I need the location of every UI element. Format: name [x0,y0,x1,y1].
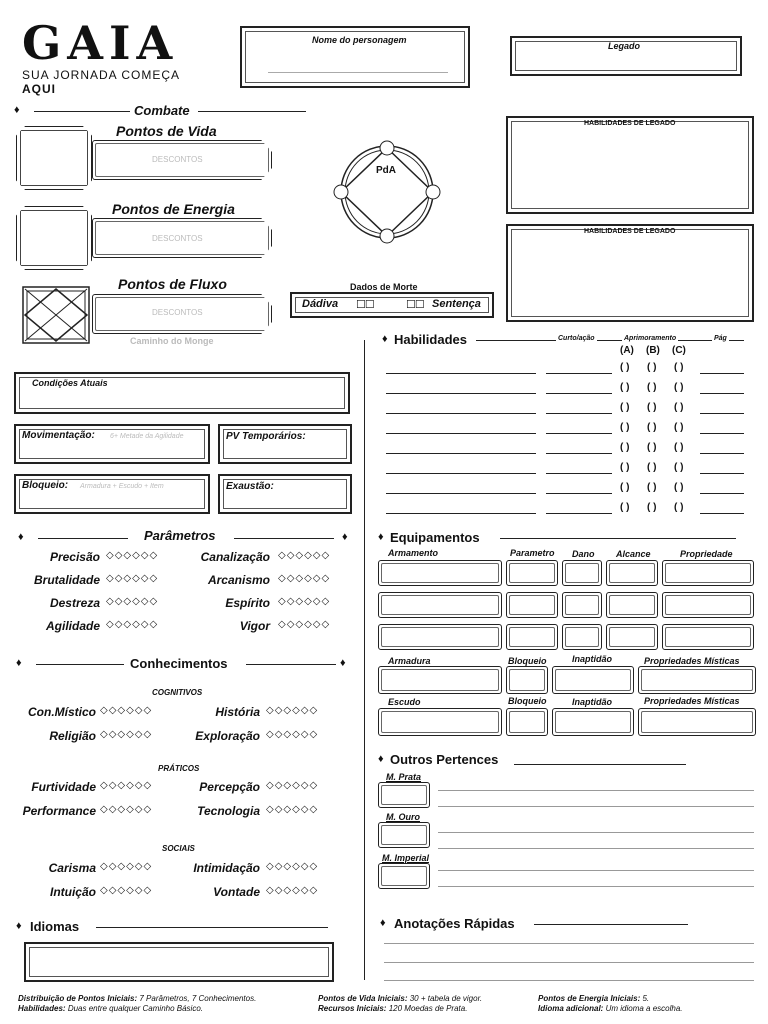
aprim-slot-a[interactable]: ( ) [620,422,630,433]
knowledge-left-label: Con.Místico [28,705,96,719]
anotacoes-writing-line-1[interactable] [384,943,754,944]
param-right-dots[interactable]: ◇◇◇◇◇◇ [278,619,331,630]
habilidade-curto-line[interactable] [546,413,612,414]
inaptidao2-label: Inaptidão [572,697,612,707]
imperial-label: M. Imperial [382,853,430,863]
aprim-slot-a[interactable]: ( ) [620,502,630,513]
knowledge-left-label: Intuição [49,885,96,899]
alcance-label: Alcance [616,549,651,559]
propriedade-label: Propriedade [680,549,733,559]
knowledge-right-dots[interactable]: ◇◇◇◇◇◇ [266,885,319,896]
weapon-cell[interactable] [662,592,754,618]
combat-line-right [198,111,306,112]
equip-line [500,538,736,539]
habilidade-pag-line[interactable] [700,493,744,494]
dados-morte-label: Dados de Morte [350,282,418,292]
fluxo-value-box[interactable] [22,286,90,344]
aprim-slot-c[interactable]: ( ) [674,422,684,433]
param-right-dots[interactable]: ◇◇◇◇◇◇ [278,550,331,561]
param-left-label: Precisão [49,550,100,564]
pv-temp-label: PV Temporários: [226,431,306,442]
knowledge-right-dots[interactable]: ◇◇◇◇◇◇ [266,861,319,872]
weapon-cell[interactable] [378,624,502,650]
aprim-slot-c[interactable]: ( ) [674,482,684,493]
aprim-slot-c[interactable]: ( ) [674,402,684,413]
anotacoes-title: Anotações Rápidas [394,916,515,931]
aprim-slot-b[interactable]: ( ) [647,482,657,493]
escudo-bloqueio-field[interactable] [506,708,548,736]
knowledge-right-label: Intimidação [193,861,260,875]
equip-bullet-icon: ♦ [378,531,384,543]
caminho-monge-label: Caminho do Monge [130,336,214,346]
footer-pe [538,994,649,1003]
knowledge-right-label: Exploração [195,729,260,743]
vida-title: Pontos de Vida [116,123,217,139]
footer-rec-text: 120 Moedas de Prata. [388,1004,468,1013]
pv-temp-field[interactable] [218,424,352,464]
weapon-cell[interactable] [378,560,502,586]
sociais-heading: SOCIAIS [162,844,195,853]
parametros-bullet-icon: ♦ [18,531,24,543]
habilidade-pag-line[interactable] [700,453,744,454]
pda-circle[interactable] [326,136,448,248]
aprim-slot-a[interactable]: ( ) [620,402,630,413]
knowledge-right-label: Percepção [199,780,260,794]
footer-dist-text: 7 Parâmetros, 7 Conhecimentos. [139,994,257,1003]
knowledge-right-dots[interactable]: ◇◇◇◇◇◇ [266,729,319,740]
bloqueio-col-label: Bloqueio [508,656,547,666]
knowledge-right-dots[interactable]: ◇◇◇◇◇◇ [266,804,319,815]
idiomas-line [96,927,328,928]
habilidades-line [476,340,744,341]
aprim-slot-c[interactable]: ( ) [674,442,684,453]
aprim-c: (C) [672,345,686,356]
idiomas-bullet-icon: ♦ [16,920,22,932]
habilidade-name-line[interactable] [386,453,536,454]
ouro-label: M. Ouro [386,812,420,822]
aprim-slot-b[interactable]: ( ) [647,462,657,473]
armamento-label: Armamento [388,548,439,558]
weapon-cell[interactable] [662,560,754,586]
habilidade-pag-line[interactable] [700,473,744,474]
habilidade-name-line[interactable] [386,473,536,474]
habilidade-pag-line[interactable] [700,513,744,514]
habilidade-pag-line[interactable] [700,373,744,374]
aprim-slot-b[interactable]: ( ) [647,502,657,513]
armadura-prop-field[interactable] [638,666,756,694]
habilidade-name-line[interactable] [386,413,536,414]
param-left-dots[interactable]: ◇◇◇◇◇◇ [106,550,159,561]
legado-abilities-box-1[interactable] [506,116,754,214]
aprim-slot-b[interactable]: ( ) [647,382,657,393]
param-left-label: Brutalidade [33,573,100,587]
escudo-label: Escudo [388,697,421,707]
fluxo-descontos-label: DESCONTOS [152,308,203,317]
weapon-cell[interactable] [506,592,558,618]
footer-hab-bold: Habilidades: [18,1004,66,1013]
column-divider [364,340,365,980]
idiomas-title: Idiomas [30,919,80,934]
habilidade-name-line[interactable] [386,433,536,434]
conhecimentos-line-left [36,664,124,665]
tagline-bold: AQUI [22,82,56,96]
weapon-cell[interactable] [506,624,558,650]
footer-rec-bold: Recursos Iniciais: [318,1004,387,1013]
footer-dist-bold: Distribuição de Pontos Iniciais: [18,994,138,1003]
aprim-slot-b[interactable]: ( ) [647,422,657,433]
param-right-label: Canalização [200,550,270,564]
habilidade-curto-line[interactable] [546,513,612,514]
combat-bullet-icon: ♦ [14,104,20,116]
knowledge-right-label: Tecnologia [197,804,260,818]
knowledge-right-dots[interactable]: ◇◇◇◇◇◇ [266,780,319,791]
param-left-dots[interactable]: ◇◇◇◇◇◇ [106,596,159,607]
knowledge-left-label: Performance [22,804,96,818]
habilidade-name-line[interactable] [386,393,536,394]
legado-abilities-title-1: HABILIDADES DE LEGADO [584,120,676,127]
habilidades-title: Habilidades [394,332,467,347]
weapon-cell[interactable] [562,592,602,618]
energia-title: Pontos de Energia [112,201,235,217]
conhecimentos-bullet-right-icon: ♦ [340,657,346,669]
character-name-label: Nome do personagem [312,35,407,45]
bloqueio-label: Bloqueio: [22,480,69,491]
praticos-heading: PRÁTICOS [158,764,200,773]
pda-label: PdA [376,165,396,176]
footer-hab-text: Duas entre qualquer Caminho Básico. [67,1004,203,1013]
knowledge-left-dots[interactable]: ◇◇◇◇◇◇ [100,861,153,872]
curto-label: Curto/ação [558,335,595,342]
aprim-slot-b[interactable]: ( ) [647,402,657,413]
prata-field[interactable] [378,782,430,808]
prop-mist2-label: Propriedades Místicas [644,696,740,706]
pertences-writing-line[interactable] [438,806,754,807]
aprim-slot-b[interactable]: ( ) [647,362,657,373]
weapon-cell[interactable] [606,592,658,618]
habilidade-pag-line[interactable] [700,393,744,394]
aprim-slot-a[interactable]: ( ) [620,442,630,453]
param-left-dots[interactable]: ◇◇◇◇◇◇ [106,619,159,630]
param-right-label: Vigor [239,619,270,633]
habilidades-bullet-icon: ♦ [382,333,388,345]
knowledge-left-label: Religião [49,729,96,743]
imperial-field[interactable] [378,863,430,889]
param-right-label: Arcanismo [207,573,270,587]
aprim-label: Aprimoramento [624,335,677,342]
cognitivos-heading: COGNITIVOS [152,688,203,697]
habilidade-curto-line[interactable] [546,473,612,474]
outros-title: Outros Pertences [390,752,499,767]
footer-idi-bold: Idioma adicional: [538,1004,604,1013]
knowledge-left-dots[interactable]: ◇◇◇◇◇◇ [100,729,153,740]
pertences-writing-line[interactable] [438,790,754,791]
fluxo-diamond-icon [22,286,90,344]
aprim-slot-a[interactable]: ( ) [620,462,630,473]
footer-dist [18,994,256,1003]
prop-mist-label: Propriedades Místicas [644,656,740,666]
vida-descontos-label: DESCONTOS [152,155,203,164]
aprim-slot-a[interactable]: ( ) [620,482,630,493]
conhecimentos-line-right [246,664,336,665]
aprim-b: (B) [646,345,660,356]
fluxo-title: Pontos de Fluxo [118,276,227,292]
sentenca-checkboxes[interactable]: ☐☐ [406,299,424,311]
habilidade-pag-line[interactable] [700,433,744,434]
knowledge-left-label: Carisma [48,861,96,875]
bloqueio2-col-label: Bloqueio [508,696,547,706]
param-left-label: Destreza [49,596,100,610]
footer-pe-text: 5. [642,994,650,1003]
habilidade-pag-line[interactable] [700,413,744,414]
weapon-cell[interactable] [506,560,558,586]
habilidade-name-line[interactable] [386,373,536,374]
param-left-dots[interactable]: ◇◇◇◇◇◇ [106,573,159,584]
anotacoes-writing-line-3[interactable] [384,980,754,981]
vida-value-box[interactable] [16,126,92,190]
logo-tagline [22,68,192,96]
parametros-line-left [38,538,128,539]
armadura-bloqueio-field[interactable] [506,666,548,694]
logo [22,18,192,96]
pertences-writing-line[interactable] [438,848,754,849]
escudo-field[interactable] [378,708,502,736]
escudo-inaptidao-field[interactable] [552,708,634,736]
armadura-field[interactable] [378,666,502,694]
aprim-a: (A) [620,345,634,356]
footer-rec [318,1004,467,1013]
combat-line-left [34,111,130,112]
anotacoes-writing-line-2[interactable] [384,962,754,963]
knowledge-right-dots[interactable]: ◇◇◇◇◇◇ [266,705,319,716]
combat-title: Combate [134,103,190,118]
bloqueio-hint: Armadura + Escudo + Item [80,483,164,490]
anotacoes-line [534,924,688,925]
legado-abilities-title-2: HABILIDADES DE LEGADO [584,228,676,235]
pertences-writing-line[interactable] [438,832,754,833]
exaustao-field[interactable] [218,474,352,514]
tagline-pre: SUA JORNADA COMEÇA [22,68,180,82]
weapon-cell[interactable] [562,624,602,650]
habilidade-curto-line[interactable] [546,393,612,394]
armadura-label: Armadura [388,656,431,666]
anotacoes-bullet-icon: ♦ [380,917,386,929]
logo-text: GAIA [22,16,179,70]
pertences-writing-line[interactable] [438,886,754,887]
parametros-bullet-right-icon: ♦ [342,531,348,543]
energia-descontos-label: DESCONTOS [152,234,203,243]
prata-label: M. Prata [386,772,422,782]
energia-value-box[interactable] [16,206,92,270]
dano-label: Dano [572,549,595,559]
pertences-writing-line[interactable] [438,870,754,871]
aprim-slot-a[interactable]: ( ) [620,362,630,373]
weapon-cell[interactable] [562,560,602,586]
param-left-label: Agilidade [45,619,100,633]
escudo-prop-field[interactable] [638,708,756,736]
habilidade-curto-line[interactable] [546,453,612,454]
movimentacao-label: Movimentação: [22,430,95,441]
inaptidao-label: Inaptidão [572,654,612,664]
outros-bullet-icon: ♦ [378,753,384,765]
pag-label: Pág [714,335,727,342]
conhecimentos-bullet-icon: ♦ [16,657,22,669]
knowledge-left-dots[interactable]: ◇◇◇◇◇◇ [100,705,153,716]
knowledge-right-label: História [215,705,260,719]
sentenca-label: Sentença [432,298,481,310]
ouro-field[interactable] [378,822,430,848]
exaustao-label: Exaustão: [226,481,274,492]
footer-pe-bold: Pontos de Energia Iniciais: [538,994,641,1003]
aprim-slot-a[interactable]: ( ) [620,382,630,393]
aprim-slot-c[interactable]: ( ) [674,362,684,373]
habilidade-curto-line[interactable] [546,433,612,434]
idiomas-field[interactable] [24,942,334,982]
param-right-dots[interactable]: ◇◇◇◇◇◇ [278,596,331,607]
aprim-slot-b[interactable]: ( ) [647,442,657,453]
knowledge-left-label: Furtividade [31,780,96,794]
footer-pv-bold: Pontos de Vida Iniciais: [318,994,408,1003]
habilidade-name-line[interactable] [386,493,536,494]
habilidade-name-line[interactable] [386,513,536,514]
parametro-label: Parametro [510,548,555,558]
condicoes-label: Condições Atuais [32,378,108,388]
parametros-title: Parâmetros [144,528,216,543]
habilidade-curto-line[interactable] [546,493,612,494]
aprim-slot-c[interactable]: ( ) [674,502,684,513]
weapon-cell[interactable] [378,592,502,618]
armadura-inaptidao-field[interactable] [552,666,634,694]
aprim-slot-c[interactable]: ( ) [674,462,684,473]
movimentacao-hint: 6+ Metade da Agilidade [110,433,184,440]
param-right-dots[interactable]: ◇◇◇◇◇◇ [278,573,331,584]
knowledge-left-dots[interactable]: ◇◇◇◇◇◇ [100,885,153,896]
footer-pv-text: 30 + tabela de vigor. [409,994,483,1003]
aprim-slot-c[interactable]: ( ) [674,382,684,393]
knowledge-left-dots[interactable]: ◇◇◇◇◇◇ [100,780,153,791]
equip-title: Equipamentos [390,530,480,545]
knowledge-right-label: Vontade [213,885,260,899]
parametros-line-right [234,538,334,539]
conhecimentos-title: Conhecimentos [130,656,228,671]
weapon-cell[interactable] [662,624,754,650]
outros-line [514,764,686,765]
name-underline [268,72,448,73]
weapon-cell[interactable] [606,560,658,586]
dadiva-label: Dádiva [302,298,339,310]
footer-idi [538,1004,683,1013]
legado-abilities-box-2[interactable] [506,224,754,322]
pda-emblem-icon [326,136,448,248]
footer-pv [318,994,482,1003]
weapon-cell[interactable] [606,624,658,650]
knowledge-left-dots[interactable]: ◇◇◇◇◇◇ [100,804,153,815]
footer-idi-text: Um idioma a escolha. [605,1004,683,1013]
legado-label: Legado [608,41,641,51]
footer-hab [18,1004,203,1013]
dadiva-checkboxes[interactable]: ☐☐ [356,299,374,311]
param-right-label: Espírito [225,596,270,610]
habilidade-curto-line[interactable] [546,373,612,374]
